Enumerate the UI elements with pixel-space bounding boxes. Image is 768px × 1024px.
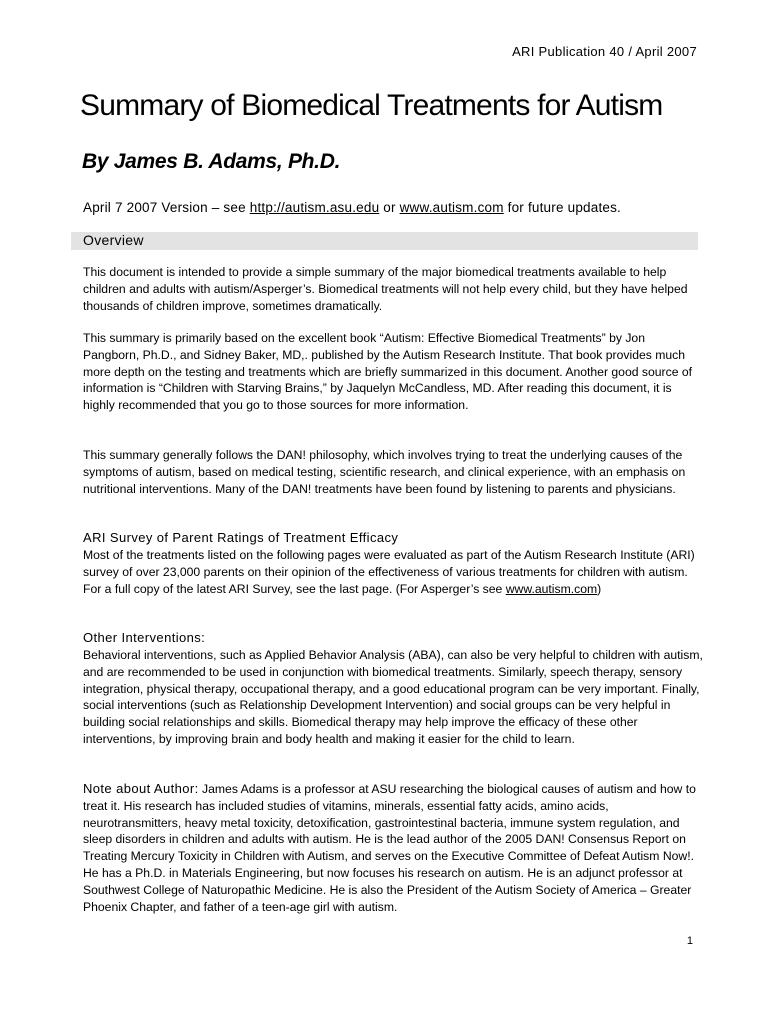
publication-info: ARI Publication 40 / April 2007 bbox=[512, 44, 697, 59]
author-note-paragraph bbox=[83, 781, 703, 915]
overview-section-header bbox=[71, 232, 698, 250]
survey-heading: ARI Survey of Parent Ratings of Treatment Efficacy bbox=[83, 530, 399, 545]
version-prefix: April 7 2007 Version – see bbox=[83, 200, 250, 215]
author-note-text: James Adams is a professor at ASU researching the biological causes of autism and how to treat it. His research has included studies of vitamins, minerals, essential fatty acids, amino acids, neurotransmitters, heavy metal toxicity, detoxification, gastrointestinal bacteria, immune system regulation, and sleep disorders in children and adults with autism. He is the lead author of the 2005 DAN! Consensus Report on Treating Mercury Toxicity in Children with Autism, and serves on the Executive Committee of Defeat Autism Now!. He has a Ph.D. in Materials Engineering, but now focuses his research on autism. He is an adjunct professor at Southwest College of Naturopathic Medicine. He is also the President of the Autism Society of America – Greater Phoenix Chapter, and father of a teen-age girl with autism. bbox=[83, 782, 696, 914]
author-byline: By James B. Adams, Ph.D. bbox=[82, 150, 341, 173]
version-line bbox=[83, 200, 621, 215]
version-middle: or bbox=[379, 200, 400, 215]
version-suffix: for future updates. bbox=[503, 200, 622, 215]
other-interventions-heading: Other Interventions: bbox=[83, 630, 206, 645]
autism-com-link[interactable]: www.autism.com bbox=[399, 200, 504, 215]
survey-autism-com-link[interactable]: www.autism.com bbox=[505, 581, 598, 596]
overview-label: Overview bbox=[83, 232, 144, 248]
overview-paragraph-1: This document is intended to provide a simple summary of the major biomedical treatments available to help children and adults with autism/Asperger’s. Biomedical treatments will not help every child, but they have helped thousands of children improve, sometimes dramatically. bbox=[83, 265, 688, 313]
survey-paragraph bbox=[83, 547, 703, 597]
document-title: Summary of Biomedical Treatments for Autism bbox=[80, 89, 663, 122]
overview-paragraph-2: This summary is primarily based on the excellent book “Autism: Effective Biomedical Treatments” by Jon Pangborn, Ph.D., and Sidney Baker, MD,. published by the Autism Research Institute. That book provides much more depth on the testing and treatments which are briefly summarized in this document. Another good source of information is “Children with Starving Brains,” by Jaquelyn McCandless, MD. After reading this document, it is highly recommended that you go to those sources for more information. bbox=[83, 331, 693, 413]
author-note-heading: Note about Author: bbox=[83, 781, 199, 796]
overview-paragraph-3: This summary generally follows the DAN! philosophy, which involves trying to treat the underlying causes of the symptoms of autism, based on medical testing, scientific research, and clinical experience, with an emphasis on nutritional interventions. Many of the DAN! treatments have been found by listening to parents and physicians. bbox=[83, 448, 686, 496]
survey-text: Most of the treatments listed on the following pages were evaluated as part of the Autism Research Institute (ARI) survey of over 23,000 parents on their opinion of the effectiveness of various treatments for children with autism. For a full copy of the latest ARI Survey, see the last page. (For Asperger’s see bbox=[83, 548, 695, 596]
other-interventions-paragraph: Behavioral interventions, such as Applied Behavior Analysis (ABA), can also be very helpful to children with autism, and are recommended to be used in conjunction with biomedical treatments. Similarly, speech therapy, sensory integration, physical therapy, occupational therapy, and a good educational program can be very important. Finally, social interventions (such as Relationship Development Intervention) and social groups can be very helpful in building social relationships and skills. Biomedical therapy may help improve the efficacy of these other interventions, by improving brain and body health and making it easier for the child to learn. bbox=[83, 648, 703, 746]
asu-link[interactable]: http://autism.asu.edu bbox=[249, 200, 380, 215]
survey-suffix: ) bbox=[597, 581, 602, 596]
page-number: 1 bbox=[686, 935, 693, 947]
